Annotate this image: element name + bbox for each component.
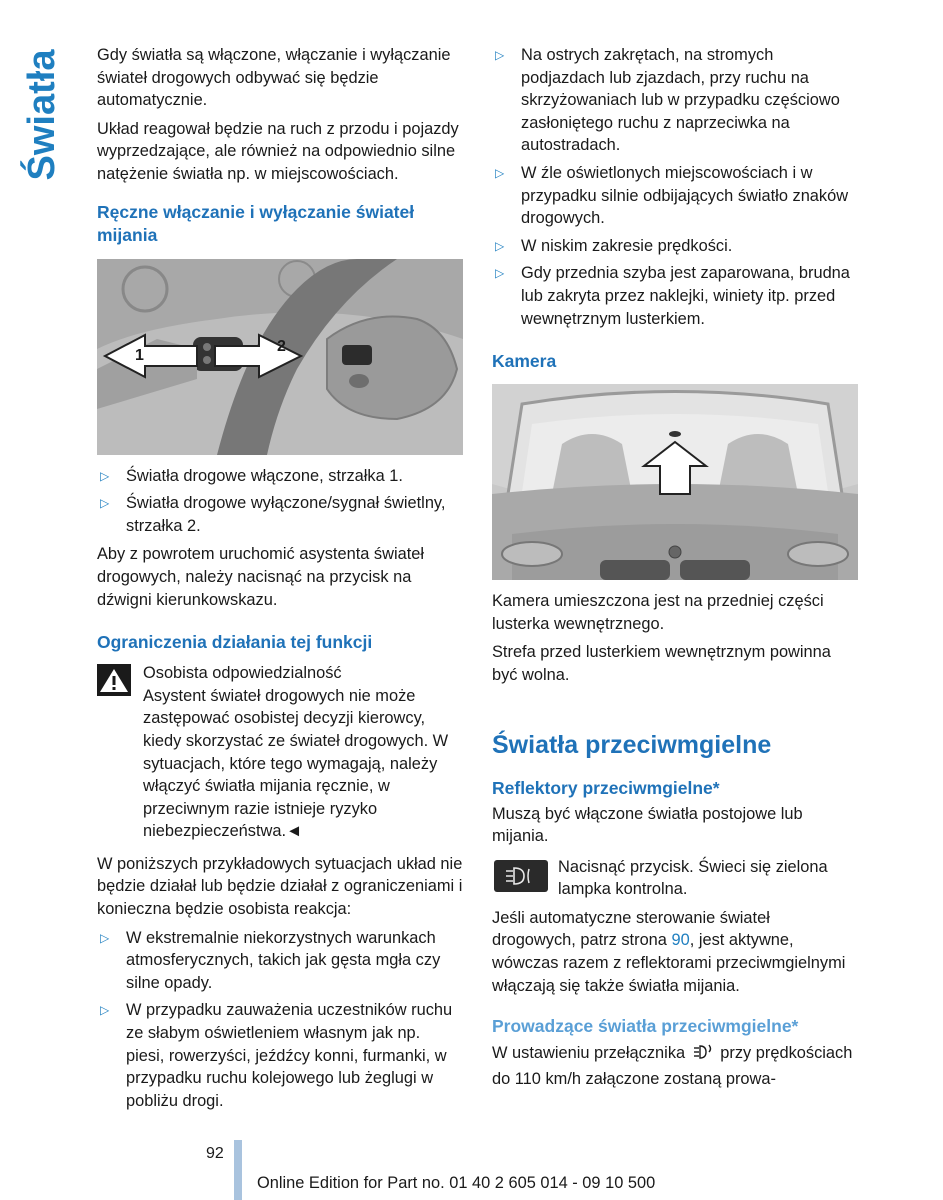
warning-block <box>97 662 463 685</box>
side-section-title <box>22 40 62 190</box>
left-column <box>97 44 463 1118</box>
paragraph-guide-fog: W ustawieniu przełącznika przy prędkościach do 110 km/h załączone zostaną prowa- <box>492 1044 853 1088</box>
bullet-triangle-icon: ▷ <box>495 165 505 180</box>
warning-text: Asystent świateł drogowych nie może zastępować osobistej decyzji kierowcy, kiedy skorzystać ze świateł drogowych. W sytuacjach, które tego wymagają, należy włączyć światła mijania ręcznie, w przeciwnym razie istnieje ryzyko niebezpieczeństwa.◄ <box>143 686 449 841</box>
list-item: ▷ Na ostrych zakrętach, na stromych podjazdach lub zjazdach, przy ruchu na skrzyżowaniach lub w przypadku częściowo zasłoniętego ruchu z naprzeciwka na autostradach. <box>495 46 840 155</box>
page-link-90[interactable]: 90 <box>671 931 690 950</box>
right-column <box>492 44 858 1096</box>
heading-front-fog-lights: Reflektory przeciwmgielne* <box>492 777 720 798</box>
footer-edition: Online Edition for Part no. 01 40 2 605 014 - 09 10 500 <box>257 1174 656 1192</box>
warning-title: Osobista odpowiedzialność <box>143 664 342 683</box>
car-camera-illustration <box>492 384 858 580</box>
bullet-triangle-icon: ▷ <box>100 930 110 945</box>
paragraph-camera-clear: Strefa przed lusterkiem wewnętrznym powinna być wolna. <box>492 643 831 684</box>
heading-manual-switching: Ręczne włączanie i wyłączanie świateł mijania <box>97 201 415 245</box>
paragraph-restart-assistant: Aby z powrotem uruchomić asystenta świateł drogowych, należy nacisnąć na przycisk na dźwigni kierunkowskazu. <box>97 545 425 609</box>
list-item: ▷ Gdy przednia szyba jest zaparowana, brudna lub zakryta przez naklejki, winiety itp. przed wewnętrznym lusterkiem. <box>495 264 850 328</box>
fog-button-row <box>492 856 858 901</box>
arrow-2-label: 2 <box>277 337 286 355</box>
situations-list <box>97 927 463 1113</box>
heading-camera: Kamera <box>492 351 557 372</box>
heading-guide-fog-lights: Prowadzące światła przeciwmgielne* <box>492 1016 799 1037</box>
heading-limitations: Ograniczenia działania tej funkcji <box>97 632 373 653</box>
paragraph-camera-location: Kamera umieszczona jest na przedniej części lusterka wewnętrznego. <box>492 592 824 633</box>
bullet-triangle-icon: ▷ <box>495 266 505 281</box>
stalk-figure <box>97 259 463 455</box>
stalk-arrow-list <box>97 465 463 538</box>
heading-fog-lights: Światła przeciwmgielne <box>492 730 772 759</box>
list-item: ▷ Światła drogowe włączone, strzałka 1. <box>97 465 463 488</box>
list-item: ▷ W źle oświetlonych miejscowościach i w przypadku silnie odbijających światło znaków drogowych. <box>495 163 849 228</box>
bullet-triangle-icon: ▷ <box>100 1003 110 1018</box>
bullet-triangle-icon: ▷ <box>495 48 505 62</box>
fog-light-icon[interactable] <box>494 860 548 892</box>
footer-accent-bar <box>234 1140 242 1200</box>
bullet-triangle-icon: ▷ <box>495 238 505 253</box>
paragraph-traffic-reaction: Układ reagował będzie na ruch z przodu i pojazdy wyprzedzające, ale również na odpowiednio silne natężenie światła np. w miejscowościach. <box>97 119 459 183</box>
page-number: 92 <box>206 1145 224 1162</box>
bullet-triangle-icon: ▷ <box>100 496 110 511</box>
paragraph-fog-button: Nacisnąć przycisk. Świeci się zielona lampka kontrolna. <box>558 857 828 899</box>
bullet-triangle-icon: ▷ <box>100 468 110 483</box>
paragraph-fog-requirement: Muszą być włączone światła postojowe lub mijania. <box>492 804 803 846</box>
arrow-1-label: 1 <box>135 346 144 364</box>
camera-figure <box>492 384 858 580</box>
list-item: ▷ W niskim zakresie prędkości. <box>492 235 858 258</box>
paragraph-auto-high-beam: Gdy światła są włączone, włączanie i wyłączanie świateł drogowych odbywać się będzie automatycznie. <box>97 46 451 110</box>
paragraph-situations: W poniższych przykładowych sytuacjach układ nie będzie działał lub będzie działał z ograniczeniami i konieczna będzie osobista reakcja: <box>97 854 463 919</box>
paragraph-fog-auto: Jeśli automatyczne sterowanie świateł drogowych, patrz strona 90, jest aktywne, wówczas razem z reflektorami przeciwmgielnymi włączają się także światła mijania. <box>492 908 846 995</box>
fog-switch-icon <box>693 1043 713 1068</box>
list-item: ▷ Światła drogowe wyłączone/sygnał świetlny, strzałka 2. <box>100 494 446 535</box>
list-item: ▷ W przypadku zauważenia uczestników ruchu ze słabym oświetleniem własnym jak np. piesi, rowerzyści, jeźdźcy konni, furmanki, w przypadku ruchu kolejowego lub żeglugi w pobliżu drogi. <box>100 1001 453 1110</box>
side-section-title-text: Światła <box>21 49 63 181</box>
list-item: ▷ W ekstremalnie niekorzystnych warunkach atmosferycznych, takich jak gęsta mgła czy silne opady. <box>100 928 441 992</box>
warning-text-wrap <box>97 685 463 843</box>
more-situations-list <box>492 44 858 330</box>
